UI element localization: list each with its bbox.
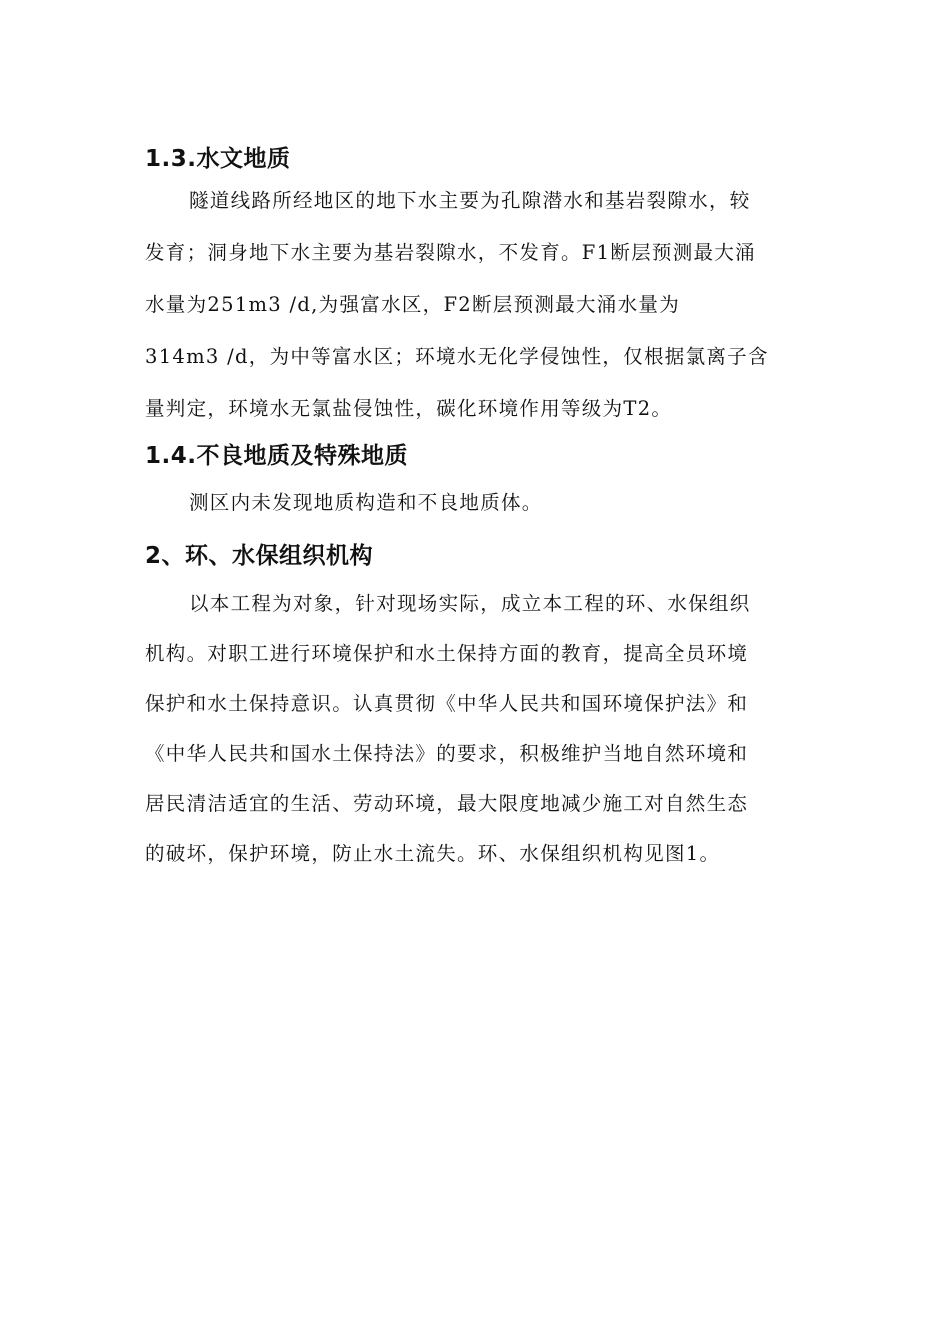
section-heading-hydrogeology: 1.3.水文地质 xyxy=(145,146,291,172)
paragraph-line: 以本工程为对象，针对现场实际，成立本工程的环、水保组织 xyxy=(189,592,751,615)
paragraph-line: 居民清洁适宜的生活、劳动环境，最大限度地减少施工对自然生态 xyxy=(145,792,749,815)
paragraph-line: 隧道线路所经地区的地下水主要为孔隙潜水和基岩裂隙水，较 xyxy=(189,189,751,212)
paragraph-line: 保护和水土保持意识。认真贯彻《中华人民共和国环境保护法》和 xyxy=(145,692,749,715)
paragraph-line: 量判定，环境水无氯盐侵蚀性，碳化环境作用等级为T2。 xyxy=(145,397,673,420)
paragraph-line: 的破坏，保护环境，防止水土流失。环、水保组织机构见图1。 xyxy=(145,842,721,865)
section-heading-adverse-geology: 1.4.不良地质及特殊地质 xyxy=(145,443,408,469)
paragraph-line: 机构。对职工进行环境保护和水土保持方面的教育，提高全员环境 xyxy=(145,642,749,665)
paragraph-line: 发育；洞身地下水主要为基岩裂隙水，不发育。F1断层预测最大涌 xyxy=(145,241,756,264)
paragraph-line: 314m3 /d，为中等富水区；环境水无化学侵蚀性，仅根据氯离子含 xyxy=(145,345,769,368)
paragraph-line: 测区内未发现地质构造和不良地质体。 xyxy=(189,491,543,514)
section-heading-organization: 2、环、水保组织机构 xyxy=(145,543,374,569)
paragraph-line: 《中华人民共和国水土保持法》的要求，积极维护当地自然环境和 xyxy=(145,742,749,765)
paragraph-line: 水量为251m3 /d,为强富水区，F2断层预测最大涌水量为 xyxy=(145,293,681,316)
